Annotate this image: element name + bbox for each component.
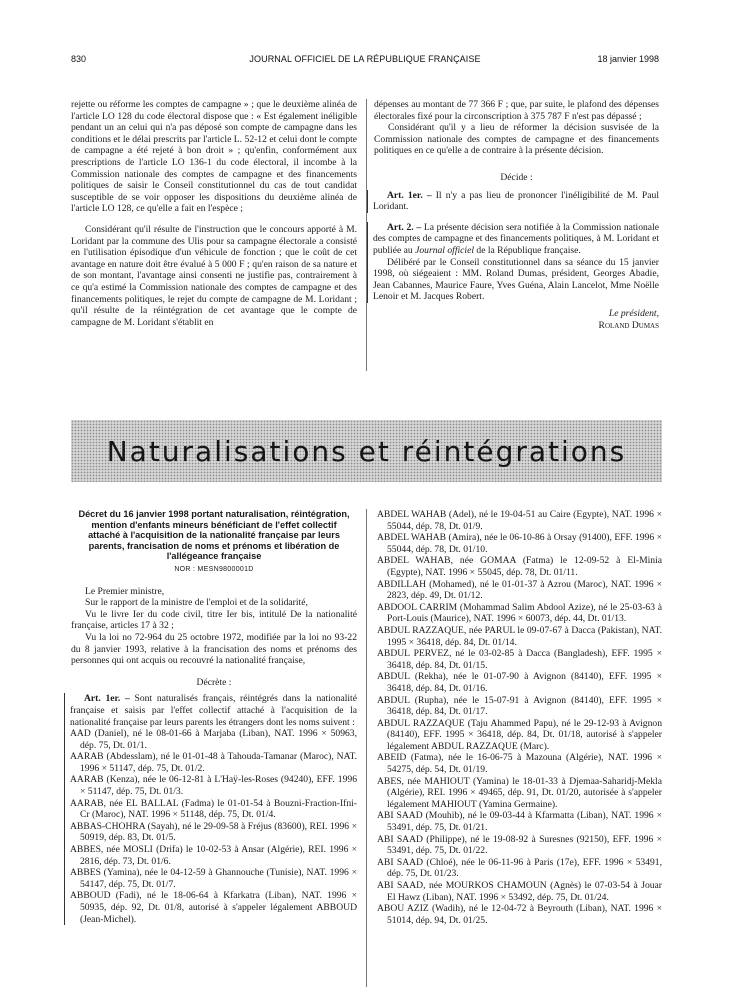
article-block: [367, 190, 659, 213]
intro-line: Vu le livre Ier du code civil, titre Ier bis, intitulé De la nationalité française, articles 17 à 32 ;: [71, 608, 357, 632]
list-item: ABBES, née MOSLI (Drifa) le 10-02-53 à Ansar (Algérie), REI. 1996 × 2816, dép. 73, Dt. 01/6.: [70, 844, 357, 867]
deliberation-paragraph: Délibéré par le Conseil constitutionnel dans sa séance du 15 janvier 1998, où siégeaient : MM. Roland Dumas, président, Georges Abadie, Jean Cabannes, Maurice Faure, Yves Guéna, Alain Lancelot, Mme Noëlle Lenoir et M. Jacques Robert.: [373, 256, 659, 303]
list-item: ABDUL (Rupha), née le 15-07-91 à Avignon (84140), EFF. 1995 × 36418, dép. 84, Dt. 01/17.: [377, 694, 662, 718]
list-item: ABEID (Fatma), née le 16-06-75 à Mazouna (Algérie), NAT. 1996 × 54275, dép. 54, Dt. 01/19.: [377, 752, 662, 776]
list-item: ABDOOL CARRIM (Mohammad Salim Abdool Azize), né le 25-03-63 à Port-Louis (Maurice), NAT. 1996 × 60073, dép. 44, Dt. 01/13.: [377, 601, 662, 625]
intro-line: Le Premier ministre,: [85, 585, 165, 597]
list-item: ABI SAAD (Mouhib), né le 09-03-44 à Kfarmatta (Liban), NAT. 1996 × 53491, dép. 75, Dt. 01/21.: [377, 810, 662, 834]
list-item: AAD (Daniel), né le 08-01-66 à Marjaba (Liban), NAT. 1996 × 50963, dép. 75, Dt. 01/1.: [70, 728, 357, 751]
article-text: La présente décision sera notifiée à la Commission nationale des comptes de campagne et des financements politiques, à M. Loridant et publiée au: [373, 221, 659, 256]
paragraph: Considérant qu'il y a lieu de réformer la décision susvisée de la Commission nationale des comptes de campagne et des financements politiques en ce qu'elle a de contraire à la présente décision.: [374, 122, 659, 157]
decrete-heading: Décrète :: [196, 676, 232, 688]
list-item: ABDEL WAHAB (Adel), né le 19-04-51 au Caire (Egypte), NAT. 1996 × 55044, dép. 78, Dt. 01/9.: [377, 509, 662, 532]
list-item: AARAB (Abdesslam), né le 01-01-48 à Tahouda-Tamanar (Maroc), NAT. 1996 × 51147, dép. 75, Dt. 01/2.: [70, 751, 357, 774]
list-item: ABES, née MAHIOUT (Yamina) le 18-01-33 à Djemaa-Saharidj-Mekla (Algérie), REI. 1996 × 49465, dép. 91, Dt. 01/20, autorisée à s'appeler légalement MAHIOUT (Yamina Germaine).: [377, 775, 662, 810]
section-banner: [71, 420, 662, 482]
article-label: Art. 2. –: [387, 221, 422, 233]
column-divider: [366, 509, 367, 987]
intro-line: Sur le rapport de la ministre de l'emploi et de la solidarité,: [85, 597, 308, 609]
journal-reference: Journal officiel: [415, 244, 474, 256]
list-item: ABDILLAH (Mohamed), né le 01-01-37 à Azrou (Maroc), NAT. 1996 × 2823, dép. 49, Dt. 01/12.: [377, 578, 662, 602]
signature-name: Roland Dumas: [598, 319, 659, 331]
article-text: Il n'y a pas lieu de prononcer l'inéligibilité de M. Paul Loridant.: [373, 189, 659, 213]
article-block: [367, 222, 659, 303]
lower-left-column: [71, 509, 357, 925]
article-text: de la République française.: [476, 244, 581, 256]
article-label: Art. 1er. –: [387, 189, 432, 201]
list-item: ABDUL PERVEZ, né le 03-02-85 à Dacca (Bangladesh), EFF. 1995 × 36418, dép. 84, Dt. 01/15.: [377, 648, 662, 671]
decree-title: Décret du 16 janvier 1998 portant naturalisation, réintégration, mention d'enfants mineurs bénéficiant de l'effet collectif attaché à l'acquisition de la nationalité française par leurs parents, francisation de noms et prénoms et libération de l'allégeance française: [78, 509, 350, 562]
section-title: Naturalisations et réintégrations: [106, 435, 627, 468]
issue-date: 18 janvier 1998: [597, 54, 659, 64]
intro-line: Vu la loi no 72-964 du 25 octobre 1972, modifiée par la loi no 93-22 du 8 janvier 1993, relative à la francisation des noms et prénoms des personnes qui ont acquis ou recouvré la nationalité française,: [71, 631, 357, 667]
list-item: ABDEL WAHAB, née GOMAA (Fatma) le 12-09-52 à El-Minia (Egypte), NAT. 1996 × 55045, dép. 78, Dt. 01/11.: [377, 555, 662, 578]
page-header: [71, 54, 659, 68]
list-item: ABBES (Yamina), née le 04-12-59 à Ghannouche (Tunisie), NAT. 1996 × 54147, dép. 75, Dt. 01/7.: [70, 867, 357, 890]
list-item: ABOU AZIZ (Wadih), né le 12-04-72 à Beyrouth (Liban), NAT. 1996 × 51014, dép. 94, Dt. 01/25.: [377, 903, 662, 926]
journal-title: JOURNAL OFFICIEL DE LA RÉPUBLIQUE FRANÇAISE: [249, 54, 481, 64]
article-label: Art. 1er. –: [84, 693, 130, 705]
upper-left-column: [71, 99, 357, 328]
upper-right-column: [374, 99, 659, 331]
list-item: ABDUL (Rekha), née le 01-07-90 à Avignon (84140), EFF. 1995 × 36418, dép. 84, Dt. 01/16.: [377, 671, 662, 694]
paragraph: rejette ou réforme les comptes de campagne » ; que le deuxième alinéa de l'article LO 128 du code électoral dispose que : « Est également inéligible pendant un an celui qui n'a pas déposé son compte de campagne dans les conditions et le délai prescrits par l'article L. 52-12 et celui dont le compte de campagne a été rejeté à bon droit » ; qu'enfin, conformément aux prescriptions de l'article LO 136-1 du code électoral, il incombe à la Commission nationale des comptes de campagne et des financements politiques de saisir le Conseil constitutionnel du cas de tout candidat susceptible de se voir opposer les dispositions du deuxième alinéa de l'article LO 128, ce qu'elle a fait en l'espèce ;: [71, 99, 357, 215]
list-item: ABI SAAD (Philippe), né le 19-08-92 à Suresnes (92150), EFF. 1996 × 53491, dép. 75, Dt. 01/22.: [377, 833, 662, 857]
list-item: ABDUL RAZZAQUE (Taju Ahammed Papu), né le 29-12-93 à Avignon (84140), EFF. 1995 × 36418, dép. 84, Dt. 01/18, autorisé à s'appeler légalement ABDUL RAZZAQUE (Marc).: [377, 717, 662, 752]
decide-heading: Décide :: [500, 171, 533, 183]
page-number: 830: [71, 54, 87, 64]
lower-right-column: [377, 509, 662, 926]
list-item: ABI SAAD, née MOURKOS CHAMOUN (Agnès) le 07-03-54 à Jouar El Hawz (Liban), NAT. 1996 × 53492, dép. 75, Dt. 01/24.: [377, 880, 662, 903]
article-block: [64, 693, 357, 925]
list-item: ABDEL WAHAB (Amira), née le 06-10-86 à Orsay (91400), EFF. 1996 × 55044, dép. 78, Dt. 01/10.: [377, 532, 662, 555]
nor-reference: NOR : MESN9800001D: [174, 565, 254, 573]
list-item: AARAB, née EL BALLAL (Fadma) le 01-01-54 à Bouzni-Fraction-Ifni-Cr (Maroc), NAT. 1996 × 51148, dép. 75, Dt. 01/4.: [70, 797, 357, 821]
paragraph: dépenses au montant de 77 366 F ; que, par suite, le plafond des dépenses électorales fixé pour la circonscription à 375 787 F n'est pas dépassé ;: [374, 99, 659, 122]
list-item: ABDUL RAZZAQUE, née PARUL le 09-07-67 à Dacca (Pakistan), NAT. 1995 × 36418, dép. 84, Dt. 01/14.: [377, 624, 662, 648]
list-item: AARAB (Kenza), née le 06-12-81 à L'Haÿ-les-Roses (94240), EFF. 1996 × 51147, dép. 75, Dt. 01/3.: [70, 774, 357, 798]
list-item: ABBOUD (Fadi), né le 18-06-64 à Kfarkatra (Liban), NAT. 1996 × 50935, dép. 92, Dt. 01/8, autorisé à s'appeler légalement ABBOUD (Jean-Michel).: [70, 890, 357, 925]
paragraph: Considérant qu'il résulte de l'instruction que le concours apporté à M. Loridant par la commune des Ulis pour sa campagne électorale a consisté en l'utilisation épisodique d'un véhicule de fonction ; que le coût de cet avantage en nature doit être évalué à 5 000 F ; qu'en raison de sa nature et de son montant, l'avantage ainsi consenti ne justifie pas, contrairement à ce qu'a estimé la Commission nationale des comptes de campagne et des financements politiques, le rejet du compte de campagne de M. Loridant ; qu'il résulte de la réintégration de cet avantage que le compte de campagne de M. Loridant s'établit en: [71, 223, 357, 328]
list-item: ABBAS-CHOHRA (Sayah), né le 29-09-58 à Fréjus (83600), REI. 1996 × 50919, dép. 83, Dt. 01/5.: [70, 820, 357, 844]
signature-role: Le président,: [608, 307, 659, 319]
list-item: ABI SAAD (Chloé), née le 06-11-96 à Paris (17e), EFF. 1996 × 53491, dép. 75, Dt. 01/23.: [377, 856, 662, 880]
article-text: Sont naturalisés français, réintégrés dans la nationalité française et saisis par l'effet collectif attaché à l'acquisition de la nationalité française par leurs parents les étrangers dont les noms suivent :: [70, 693, 357, 728]
